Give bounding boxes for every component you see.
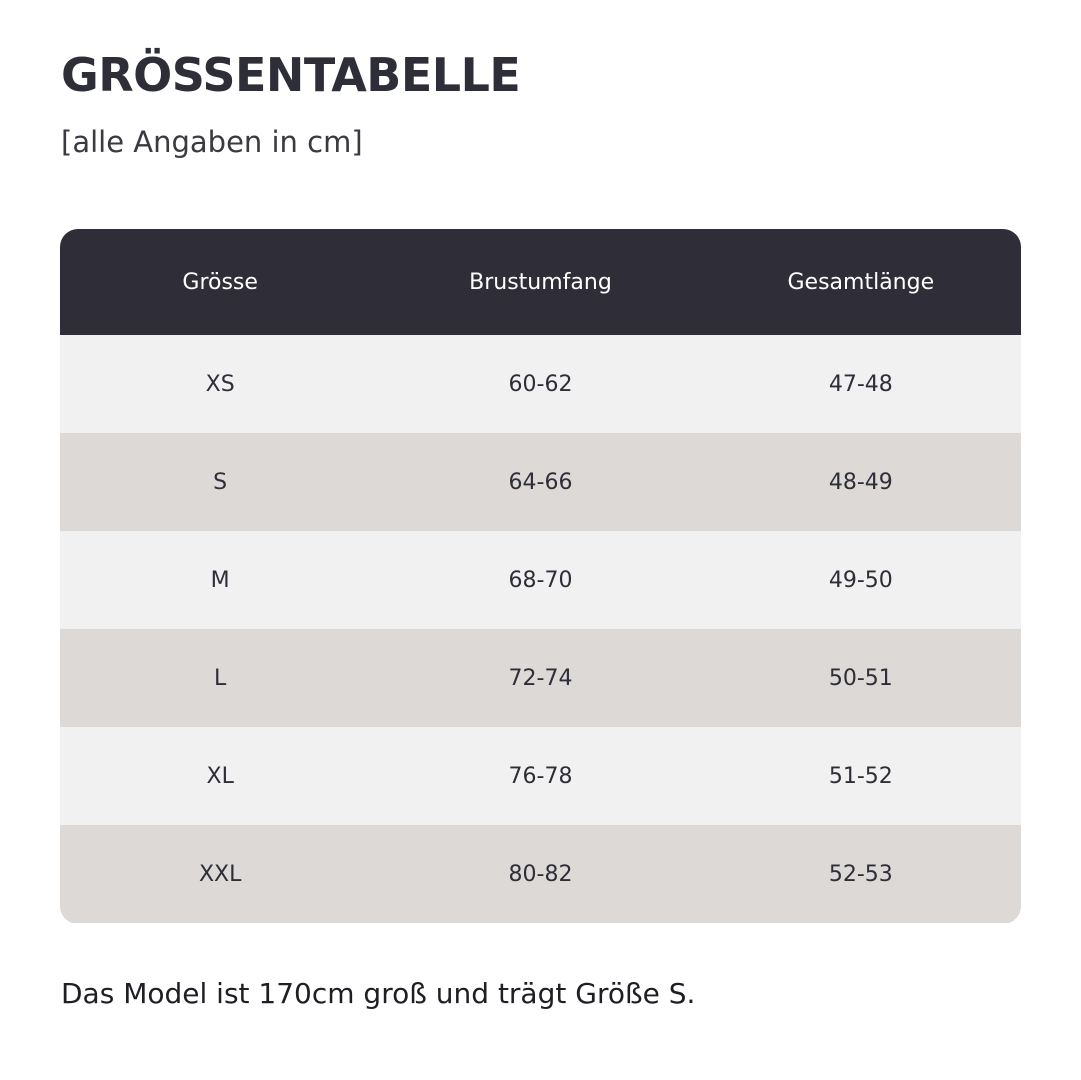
header-chest: Brustumfang bbox=[469, 269, 612, 295]
length-cell: 51-52 bbox=[828, 763, 893, 789]
size-cell: XL bbox=[206, 763, 234, 789]
table-row bbox=[60, 433, 1021, 531]
chest-cell: 60-62 bbox=[508, 371, 573, 397]
length-cell: 52-53 bbox=[828, 861, 893, 887]
chest-cell: 72-74 bbox=[508, 665, 573, 691]
chest-cell: 64-66 bbox=[508, 469, 573, 495]
page-title: GRÖSSENTABELLE bbox=[61, 48, 521, 102]
size-cell: L bbox=[214, 665, 227, 691]
chest-cell: 76-78 bbox=[508, 763, 573, 789]
length-cell: 49-50 bbox=[828, 567, 893, 593]
size-table bbox=[60, 229, 1021, 924]
chest-cell: 80-82 bbox=[508, 861, 573, 887]
chest-cell: 68-70 bbox=[508, 567, 573, 593]
table-row bbox=[60, 727, 1021, 825]
table-row bbox=[60, 531, 1021, 629]
size-cell: XXL bbox=[198, 861, 242, 887]
length-cell: 47-48 bbox=[828, 371, 893, 397]
table-row bbox=[60, 825, 1021, 923]
units-note: [alle Angaben in cm] bbox=[61, 125, 363, 159]
header-length: Gesamtlänge bbox=[787, 269, 935, 295]
size-cell: M bbox=[210, 567, 230, 593]
length-cell: 48-49 bbox=[828, 469, 893, 495]
table-header bbox=[60, 229, 1021, 335]
size-cell: S bbox=[213, 469, 228, 495]
header-size: Grösse bbox=[182, 269, 258, 295]
model-note: Das Model ist 170cm groß und trägt Größe S. bbox=[61, 977, 696, 1010]
length-cell: 50-51 bbox=[828, 665, 893, 691]
size-cell: XS bbox=[205, 371, 235, 397]
table-row bbox=[60, 629, 1021, 727]
table-row bbox=[60, 335, 1021, 433]
